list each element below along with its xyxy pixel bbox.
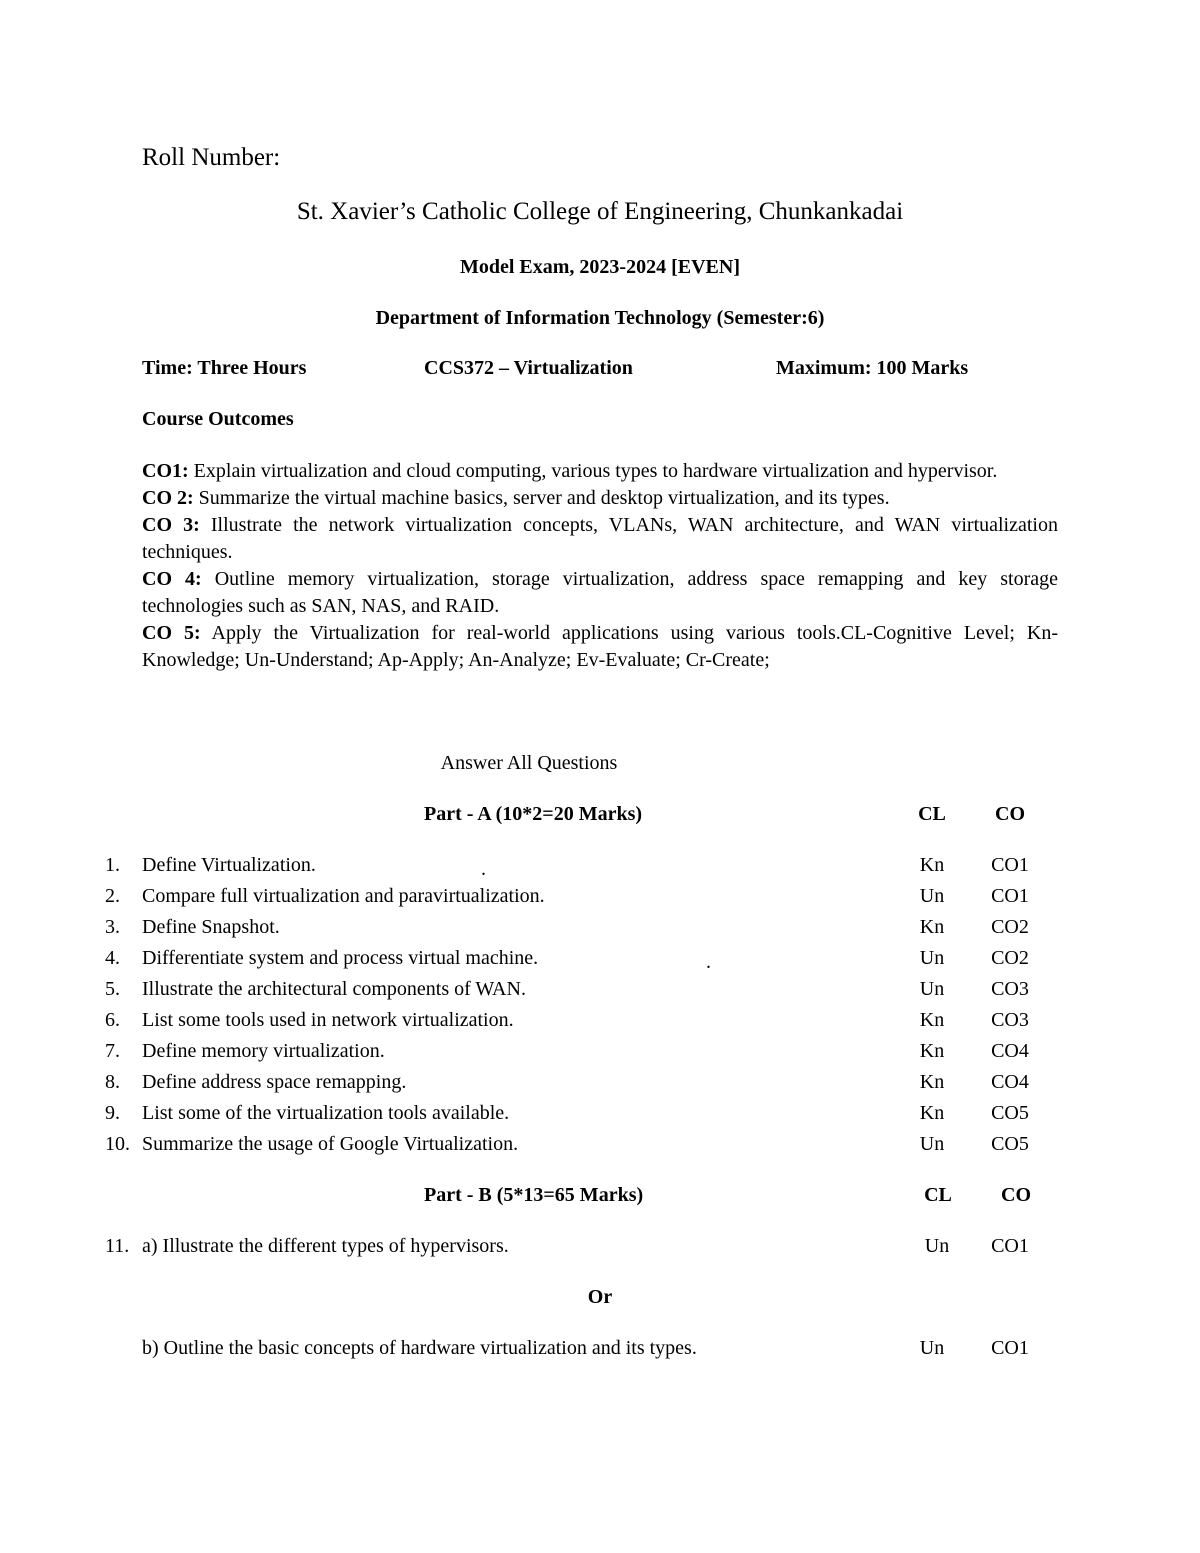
course-code-title: CCS372 – Virtualization	[424, 357, 633, 379]
co-label: CO 3:	[142, 514, 200, 536]
question-co: CO3	[991, 1009, 1029, 1031]
question-text: Define address space remapping.	[142, 1071, 407, 1093]
question-cl: Kn	[919, 1040, 945, 1062]
question-text: Differentiate system and process virtual machine.	[142, 947, 539, 969]
question-co: CO1	[991, 885, 1029, 907]
part-a-heading: Part - A (10*2=20 Marks)	[424, 803, 643, 825]
max-marks: Maximum: 100 Marks	[776, 357, 969, 379]
question-row	[0, 885, 1200, 916]
part-b-cl-header: CL	[924, 1184, 952, 1206]
question-cl: Kn	[919, 1071, 945, 1093]
question-text: Summarize the usage of Google Virtualization.	[142, 1133, 519, 1155]
question-row	[0, 1337, 1200, 1368]
question-co: CO5	[991, 1102, 1029, 1124]
question-co: CO1	[991, 854, 1029, 876]
part-b-co-header: CO	[1001, 1184, 1031, 1206]
question-cl: Kn	[919, 916, 945, 938]
part-b-heading: Part - B (5*13=65 Marks)	[424, 1184, 644, 1206]
question-number: 3.	[105, 916, 120, 938]
course-outcome	[142, 620, 1058, 674]
question-text: List some tools used in network virtualization.	[142, 1009, 514, 1031]
question-row	[0, 978, 1200, 1009]
question-row	[0, 1071, 1200, 1102]
exam-title: Model Exam, 2023-2024 [EVEN]	[460, 256, 740, 278]
question-text: Compare full virtualization and paravirtualization.	[142, 885, 545, 907]
question-number: 8.	[105, 1071, 120, 1093]
or-separator: Or	[587, 1286, 613, 1308]
question-co: CO2	[991, 916, 1029, 938]
exam-time: Time: Three Hours	[142, 357, 307, 379]
question-row	[0, 947, 1200, 978]
course-outcome	[142, 458, 1058, 485]
part-a-cl-header: CL	[918, 803, 946, 825]
question-co: CO5	[991, 1133, 1029, 1155]
question-cl: Kn	[919, 1009, 945, 1031]
co-text: Apply the Virtualization for real-world applications using various tools.CL-Cognitive Level; Kn-Knowledge; Un-Understand; Ap-Apply; An-Analyze; Ev-Evaluate; Cr-Create;	[142, 622, 1058, 671]
question-row	[0, 1133, 1200, 1164]
co-text: Explain virtualization and cloud computing, various types to hardware virtualization and hypervisor.	[188, 460, 998, 482]
question-text: Define Virtualization.	[142, 854, 316, 876]
co-text: Outline memory virtualization, storage virtualization, address space remapping and key storage technologies such as SAN, NAS, and RAID.	[142, 568, 1058, 617]
question-number: 4.	[105, 947, 120, 969]
question-row	[0, 1040, 1200, 1071]
question-cl: Un	[919, 1133, 945, 1155]
question-text: Define Snapshot.	[142, 916, 280, 938]
co-label: CO 4:	[142, 568, 202, 590]
course-outcome	[142, 566, 1058, 620]
co-label: CO1:	[142, 460, 189, 482]
co-label: CO 2:	[142, 487, 194, 509]
question-number: 1.	[105, 854, 120, 876]
question-number: 2.	[105, 885, 120, 907]
question-text: List some of the virtualization tools available.	[142, 1102, 510, 1124]
question-number: 9.	[105, 1102, 120, 1124]
question-co: CO3	[991, 978, 1029, 1000]
question-cl: Kn	[919, 854, 945, 876]
answer-all-instruction: Answer All Questions	[440, 752, 618, 774]
question-row	[0, 1102, 1200, 1133]
question-number: 10.	[105, 1133, 130, 1155]
co-text: Illustrate the network virtualization concepts, VLANs, WAN architecture, and WAN virtualization techniques.	[142, 514, 1058, 563]
question-number: 6.	[105, 1009, 120, 1031]
question-row	[0, 916, 1200, 947]
question-text: Define memory virtualization.	[142, 1040, 385, 1062]
question-text: a) Illustrate the different types of hypervisors.	[142, 1235, 509, 1257]
co-text: Summarize the virtual machine basics, server and desktop virtualization, and its types.	[193, 487, 890, 509]
question-row	[0, 854, 1200, 885]
stray-mark: .	[481, 858, 486, 880]
department-title: Department of Information Technology (Semester:6)	[375, 307, 825, 329]
question-number: 7.	[105, 1040, 120, 1062]
question-co: CO1	[991, 1235, 1029, 1257]
question-number: 5.	[105, 978, 120, 1000]
stray-mark: .	[706, 951, 711, 973]
question-co: CO1	[991, 1337, 1029, 1359]
course-outcomes-heading: Course Outcomes	[142, 408, 294, 430]
course-outcome	[142, 512, 1058, 566]
question-co: CO4	[991, 1040, 1029, 1062]
question-cl: Un	[919, 947, 945, 969]
question-co: CO2	[991, 947, 1029, 969]
question-row	[0, 1235, 1200, 1266]
question-cl: Kn	[919, 1102, 945, 1124]
question-co: CO4	[991, 1071, 1029, 1093]
question-cl: Un	[919, 885, 945, 907]
question-cl: Un	[919, 978, 945, 1000]
question-cl: Un	[919, 1337, 945, 1359]
college-name: St. Xavier’s Catholic College of Engineering, Chunkankadai	[296, 198, 904, 225]
part-a-co-header: CO	[995, 803, 1025, 825]
question-number: 11.	[105, 1235, 130, 1257]
question-text: b) Outline the basic concepts of hardware virtualization and its types.	[142, 1337, 697, 1359]
roll-number-label: Roll Number:	[142, 144, 281, 171]
question-row	[0, 1009, 1200, 1040]
co-label: CO 5:	[142, 622, 201, 644]
question-text: Illustrate the architectural components of WAN.	[142, 978, 526, 1000]
course-outcomes-list	[142, 458, 1058, 674]
question-cl: Un	[924, 1235, 950, 1257]
course-outcome	[142, 485, 1058, 512]
